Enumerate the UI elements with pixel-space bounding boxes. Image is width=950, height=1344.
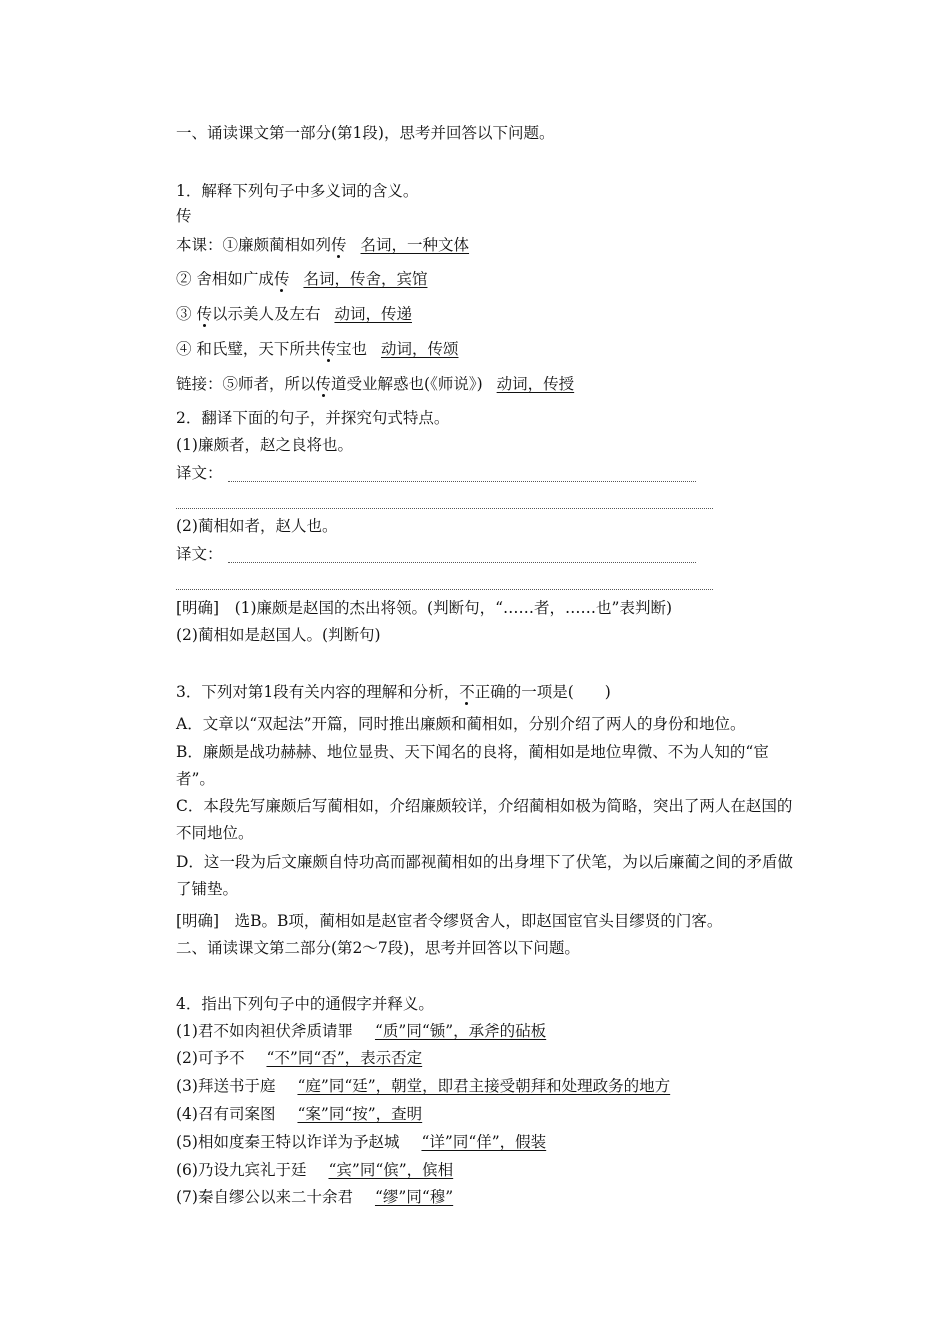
answer-line[interactable] — [176, 508, 713, 509]
section-heading-1: 一、诵读课文第一部分(第1段)，思考并回答以下问题。 — [176, 124, 555, 142]
answer-line[interactable] — [228, 562, 696, 563]
answer-underlined: “宾”同“傧”，傧相 — [328, 1161, 454, 1179]
answer-underlined: “不”同“否”，表示否定 — [266, 1049, 423, 1067]
answer-underlined: 名词，一种文体 — [360, 236, 470, 254]
q1-item-2: ② 舍相如广成传 名词，传舍，宾馆 — [176, 270, 428, 288]
answer-underlined: 名词，传舍，宾馆 — [303, 270, 428, 288]
answer-underlined: 动词，传授 — [496, 375, 575, 393]
q3-answer: [明确] 选B。B项，蔺相如是赵宦者令缪贤舍人，即赵国宦官头目缪贤的门客。 — [176, 912, 723, 930]
question-1-title: 1．解释下列句子中多义词的含义。 — [176, 182, 419, 200]
q1-item-5: 链接：⑤师者，所以传道受业解惑也(《师说》) 动词，传授 — [176, 375, 575, 393]
answer-underlined: “案”同“按”，查明 — [297, 1105, 423, 1123]
q4-item-4: (4)召有司案图 “案”同“按”，查明 — [176, 1105, 423, 1123]
emphasis-char: 传 — [315, 375, 332, 393]
answer-underlined: “庭”同“廷”，朝堂，即君主接受朝拜和处理政务的地方 — [297, 1077, 671, 1095]
q4-item-2: (2)可予不 “不”同“否”，表示否定 — [176, 1049, 423, 1067]
q2-answer-2: (2)蔺相如是赵国人。(判断句) — [176, 626, 381, 644]
q4-item-7: (7)秦自缪公以来二十余君 “缪”同“穆” — [176, 1188, 454, 1206]
emphasis-char: 传 — [196, 305, 212, 323]
answer-line[interactable] — [228, 481, 696, 482]
section-heading-2: 二、诵读课文第二部分(第2～7段)，思考并回答以下问题。 — [176, 939, 580, 957]
answer-underlined: 动词，传颂 — [380, 340, 459, 358]
translation-label: 译文： — [176, 545, 223, 563]
emphasis-char: 传 — [331, 236, 347, 254]
q4-item-3: (3)拜送书于庭 “庭”同“廷”，朝堂，即君主接受朝拜和处理政务的地方 — [176, 1077, 671, 1095]
emphasis-char: 传 — [320, 340, 336, 358]
q3-option-d: D．这一段为后文廉颇自恃功高而鄙视蔺相如的出身埋下了伏笔，为以后廉蔺之间的矛盾做了铺垫。 — [176, 853, 793, 898]
answer-underlined: 动词，传递 — [334, 305, 412, 323]
q3-option-b: B．廉颇是战功赫赫、地位显贵、天下闻名的良将，蔺相如是地位卑微、不为人知的“宦者”。 — [176, 743, 769, 788]
q3-option-a: A．文章以“双起法”开篇，同时推出廉颇和蔺相如，分别介绍了两人的身份和地位。 — [176, 715, 746, 733]
emphasis-char: 不 — [459, 683, 475, 701]
q2-sentence-2: (2)蔺相如者，赵人也。 — [176, 517, 338, 535]
q1-item-4: ④ 和氏璧，天下所共传宝也 动词，传颂 — [176, 340, 459, 358]
answer-underlined: “质”同“锧”，承斧的砧板 — [374, 1022, 547, 1040]
q4-item-1: (1)君不如肉袒伏斧质请罪 “质”同“锧”，承斧的砧板 — [176, 1022, 547, 1040]
emphasis-char: 传 — [273, 270, 290, 288]
answer-underlined: “缪”同“穆” — [374, 1188, 454, 1206]
polysemy-word: 传 — [176, 207, 192, 225]
q2-answer-1: [明确] (1)廉颇是赵国的杰出将领。(判断句，“……者，……也”表判断) — [176, 599, 672, 617]
question-2-title: 2．翻译下面的句子，并探究句式特点。 — [176, 409, 450, 427]
question-4-title: 4．指出下列句子中的通假字并释义。 — [176, 995, 434, 1013]
q1-item-3: ③ 传以示美人及左右 动词，传递 — [176, 305, 412, 323]
question-3-title: 3．下列对第1段有关内容的理解和分析，不正确的一项是( ) — [176, 683, 611, 701]
q3-option-c: C．本段先写廉颇后写蔺相如，介绍廉颇较详，介绍蔺相如极为简略，突出了两人在赵国的不同地位。 — [176, 797, 793, 842]
answer-underlined: “详”同“佯”，假装 — [421, 1133, 547, 1151]
translation-label: 译文： — [176, 464, 223, 482]
q1-item-1: 本课：①廉颇蔺相如列传 名词，一种文体 — [176, 236, 470, 254]
q2-sentence-1: (1)廉颇者，赵之良将也。 — [176, 436, 353, 454]
q4-item-5: (5)相如度秦王特以诈详为予赵城 “详”同“佯”，假装 — [176, 1133, 547, 1151]
q4-item-6: (6)乃设九宾礼于廷 “宾”同“傧”，傧相 — [176, 1161, 454, 1179]
answer-line[interactable] — [176, 589, 713, 590]
